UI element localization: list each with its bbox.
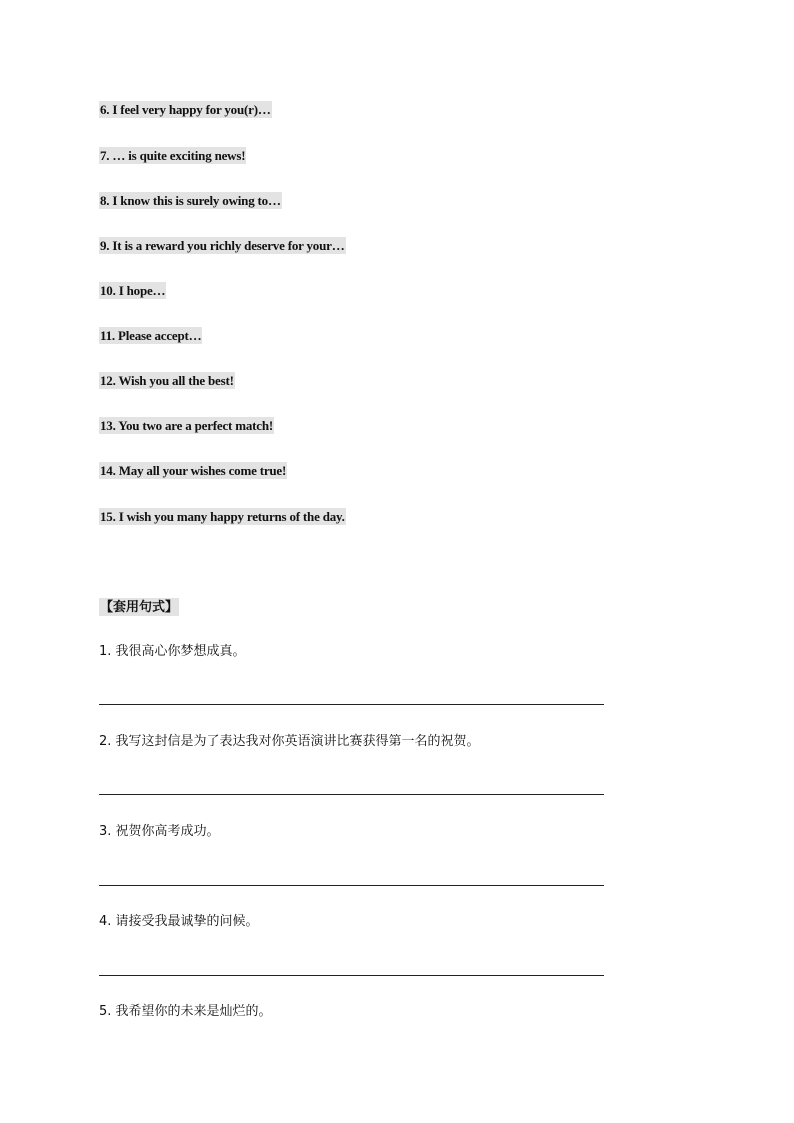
answer-line (99, 794, 604, 795)
phrase-item: 6. I feel very happy for you(r)… (100, 102, 271, 117)
exercise-prompt: 2. 我写这封信是为了表达我对你英语演讲比赛获得第一名的祝贺。 (99, 734, 480, 749)
phrase-item: 14. May all your wishes come true! (100, 463, 287, 478)
phrase-item: 12. Wish you all the best! (100, 373, 234, 388)
phrase-item: 11. Please accept… (100, 328, 202, 343)
exercise-prompt: 3. 祝贺你高考成功。 (99, 824, 220, 839)
phrase-item: 10. I hope… (100, 283, 166, 298)
phrase-item: 15. I wish you many happy returns of the day. (100, 509, 345, 524)
exercise-prompt: 5. 我希望你的未来是灿烂的。 (99, 1004, 272, 1019)
answer-line (99, 704, 604, 705)
answer-line (99, 885, 604, 886)
exercise-prompt: 1. 我很高心你梦想成真。 (99, 644, 246, 659)
section-title: 【套用句式】 (100, 599, 179, 614)
phrase-item: 8. I know this is surely owing to… (100, 193, 281, 208)
phrase-item: 13. You two are a perfect match! (100, 418, 274, 433)
phrase-item: 9. It is a reward you richly deserve for your… (100, 238, 345, 253)
phrase-item: 7. … is quite exciting news! (100, 148, 246, 163)
answer-line (99, 975, 604, 976)
exercise-prompt: 4. 请接受我最诚挚的问候。 (99, 914, 259, 929)
